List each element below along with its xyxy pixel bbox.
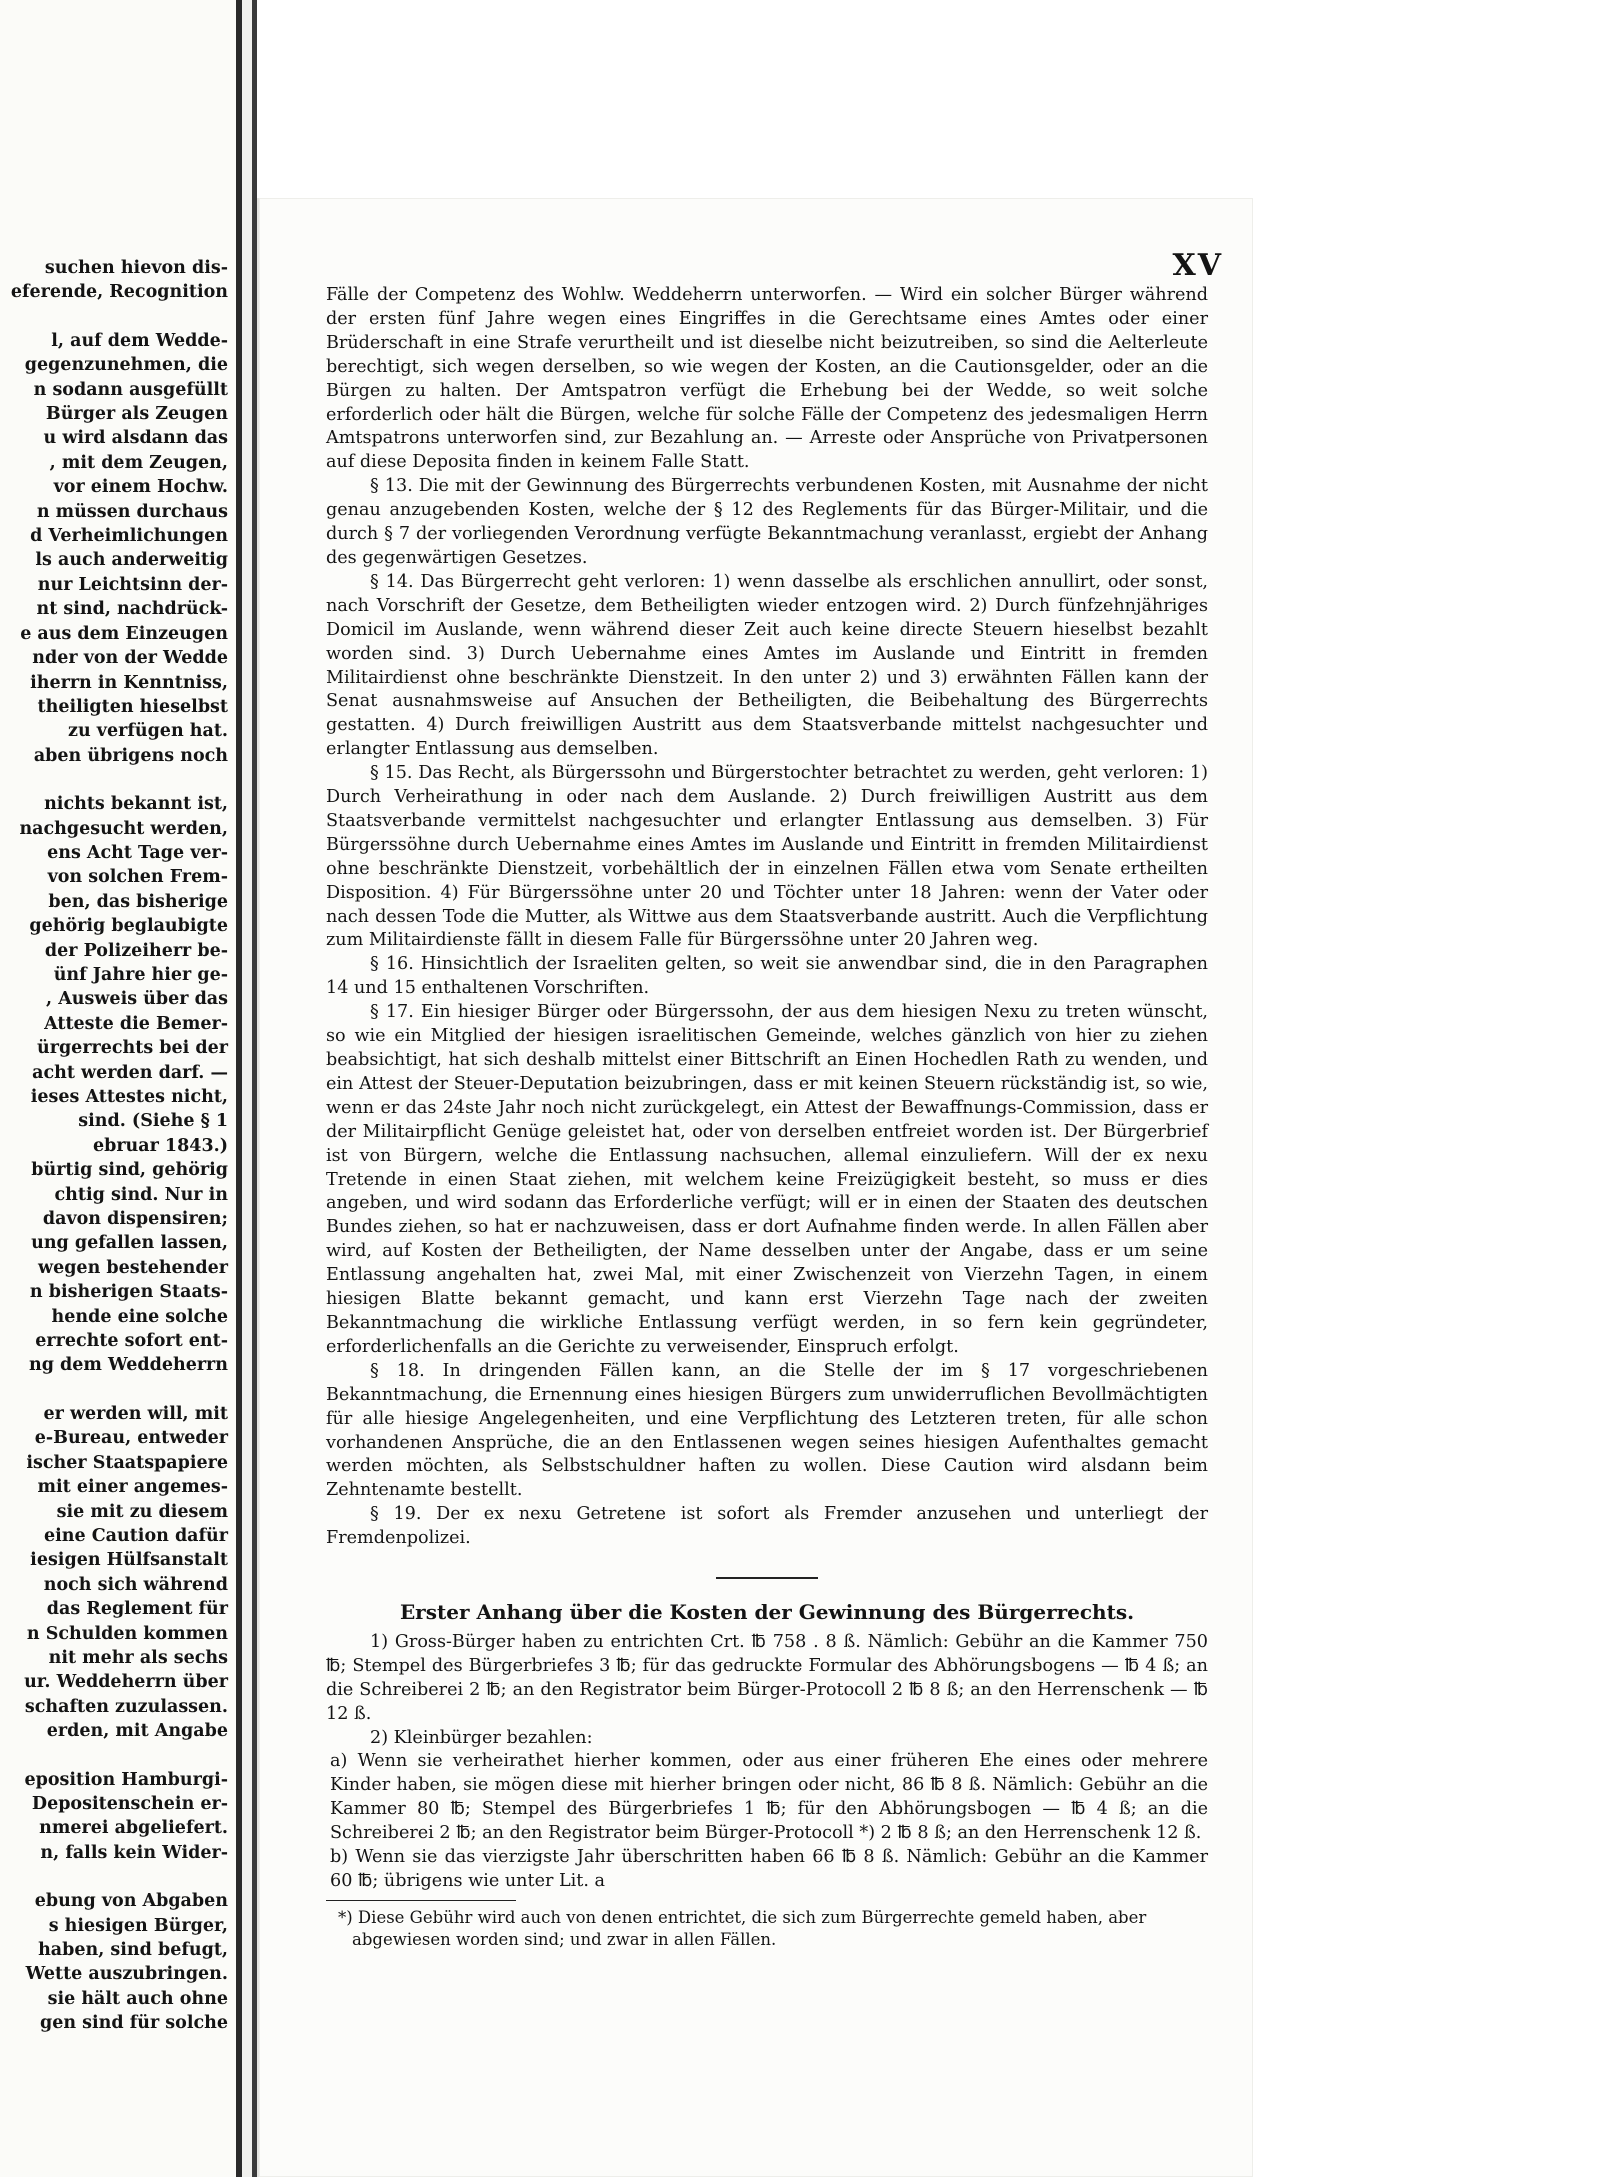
left-page-line: n Schulden kommen — [26, 1623, 228, 1644]
left-page-line: l, auf dem Wedde- — [51, 330, 228, 351]
left-page-line: gegenzunehmen, die — [24, 355, 228, 376]
left-page-line: davon dispensiren; — [42, 1209, 228, 1230]
left-page-gap — [0, 1378, 228, 1402]
left-page-line: sie mit zu diesem — [56, 1501, 228, 1522]
appendix-item-a: a) Wenn sie verheirathet hierher kommen, oder aus einer früheren Ehe eines oder mehrere Kinder haben, sie mögen diese mit hierher bringen oder nicht, 86 ℔ 8 ß. Nämlich: Gebühr an die Kammer 80 ℔; Stempel des Bürgerbriefes 1 ℔; für den Abhörungsbogen — ℔ 4 ß; an die Schreiberei 2 ℔; an den Registrator beim Bürger-Protocoll *) 2 ℔ 8 ß; an den Herrenschenk 12 ß. — [330, 1751, 1208, 1844]
appendix-item-kleinbuerger: 2) Kleinbürger bezahlen: — [370, 1727, 593, 1748]
left-page-line: hende eine solche — [51, 1306, 228, 1327]
left-page-line: chtig sind. Nur in — [54, 1184, 228, 1205]
left-page-line: errechte sofort ent- — [35, 1331, 228, 1352]
page-content — [326, 284, 1208, 1952]
left-page-line: ens Acht Tage ver- — [47, 842, 228, 863]
left-page-line: d Verheimlichungen — [30, 526, 228, 547]
left-page-line: mit einer angemes- — [37, 1477, 228, 1498]
left-page-line: ebruar 1843.) — [92, 1135, 228, 1156]
left-page-line: ürgerrechts bei der — [37, 1038, 228, 1059]
left-page-line: vor einem Hochw. — [53, 477, 228, 498]
left-page-text — [0, 256, 228, 2036]
left-page-line: zu verfügen hat. — [68, 721, 228, 742]
left-page-line: sind. (Siehe § 1 — [78, 1111, 228, 1132]
left-page-line: , Ausweis über das — [46, 989, 228, 1010]
left-page-line: der Polizeiherr be- — [44, 940, 228, 961]
left-page-line: ischer Staatspapiere — [26, 1452, 228, 1473]
left-page-line: acht werden darf. — — [32, 1062, 228, 1083]
left-page-line: nur Leichtsinn der- — [37, 574, 228, 595]
left-page-line: n, falls kein Wider- — [40, 1842, 228, 1863]
left-page-line: sie hält auch ohne — [47, 1988, 228, 2009]
page-number: XV — [1172, 248, 1223, 283]
left-page-line: aben übrigens noch — [33, 745, 228, 766]
left-page-line: nit mehr als sechs — [48, 1647, 228, 1668]
left-page-gap — [0, 1744, 228, 1768]
left-page-line: ng dem Weddeherrn — [28, 1355, 228, 1376]
left-page-line: e-Bureau, entweder — [34, 1428, 228, 1449]
left-page-line: nder von der Wedde — [32, 648, 228, 669]
left-page-line: suchen hievon dis- — [44, 258, 228, 278]
left-page-line: nichts bekannt ist, — [44, 794, 228, 815]
left-page-line: u wird alsdann das — [43, 428, 228, 449]
left-page-line: , mit dem Zeugen, — [49, 452, 228, 473]
left-page-line: erden, mit Angabe — [46, 1721, 228, 1742]
left-facing-page — [0, 0, 236, 2177]
paragraph-continuation: Fälle der Competenz des Wohlw. Weddeherrn unterworfen. — Wird ein solcher Bürger während der ersten fünf Jahre wegen eines Eingriffes in die Gerechtsame eines Amtes oder einer Brüderschaft in eine Strafe verurtheilt und ist dieselbe nicht beizutreiben, so sind die Aelterleute berechtigt, sich wegen derselben, so wie wegen der Kosten, an die Cautionsgelder, oder an die Bürgen zu halten. Der Amtspatron verfügt die Erhebung bei der Wedde, so weit solche erforderlich oder hält die Bürgen, welche für solche Fälle der Competenz des jedesmaligen Herrn Amtspatrons unterworfen sind, zur Bezahlung an. — Arreste oder Ansprüche von Privatpersonen auf diese Deposita finden in keinem Falle Statt. — [326, 285, 1208, 473]
left-page-line: schaften zuzulassen. — [24, 1696, 228, 1717]
section-18: § 18. In dringenden Fällen kann, an die Stelle der im § 17 vorgeschriebenen Bekanntmachung, die Ernennung eines hiesigen Bürgers zum unwiderruflichen Bevollmächtigten für alle hiesige Angelegenheiten, und eine Verpflichtung des Letzteren treten, für alle schon vorhandenen Ansprüche, die an den Entlassenen wegen seines hiesigen Aufenthaltes gemacht werden möchten, als Selbstschuldner haften zu wollen. Diese Caution wird alsdann beim Zehntenamte bestellt. — [326, 1360, 1208, 1501]
left-page-line: n bisherigen Staats- — [29, 1282, 228, 1303]
appendix-title: Erster Anhang über die Kosten der Gewinnung des Bürgerrechts. — [399, 1600, 1135, 1625]
left-page-line: n sodann ausgefüllt — [33, 379, 228, 400]
section-17: § 17. Ein hiesiger Bürger oder Bürgerssohn, der aus dem hiesigen Nexu zu treten wünscht, so wie ein Mitglied der hiesigen israelitischen Gemeinde, welches gänzlich von hier zu ziehen beabsichtigt, hat sich deshalb mittelst einer Bittschrift an Einen Hochedlen Rath zu wenden, und ein Attest der Steuer-Deputation beizubringen, dass er mit keinen Steuern rückständig ist, so wie, wenn er das 24ste Jahr noch nicht zurückgelegt, ein Attest der Bewaffnungs-Commission, dass er der Militairpflicht Genüge geleistet hat, oder von derselben entfreiet worden ist. Der Bürgerbrief ist von Bürgern, welche die Entlassung nachsuchen, allemal einzuliefern. Will der ex nexu Tretende in einen Staat ziehen, mit welchem keine Freizügigkeit besteht, so muss er dies angeben, und wird sodann das Erforderliche verfügt; will er in einen der Staaten des deutschen Bundes ziehen, so hat er nachzuweisen, dass er dort Aufnahme finden werde. In allen Fällen aber wird, auf Kosten der Betheiligten, der Name desselben unter der Angabe, dass er um seine Entlassung angehalten hat, zwei Mal, mit einer Zwischenzeit von Vierzehn Tagen, in einem hiesigen Blatte bekannt gemacht, und kann erst Vierzehn Tage nach der zweiten Bekanntmachung die wirkliche Entlassung verfügt werden, in so fern kein gegründeter, erforderlichenfalls an die Gerichte zu verweisender, Einspruch erfolgt. — [326, 1002, 1208, 1357]
left-page-line: ung gefallen lassen, — [31, 1233, 228, 1254]
left-page-line: eine Caution dafür — [44, 1525, 228, 1546]
left-page-line: theiligten hieselbst — [37, 696, 228, 717]
left-page-line: von solchen Frem- — [47, 867, 228, 888]
left-page-line: eposition Hamburgi- — [24, 1769, 228, 1790]
left-page-line: wegen bestehender — [38, 1257, 228, 1278]
section-divider — [716, 1577, 818, 1579]
left-page-line: haben, sind befugt, — [38, 1940, 228, 1960]
left-page-line: ls auch anderweitig — [35, 550, 228, 571]
left-page-line: s hiesigen Bürger, — [48, 1915, 228, 1936]
left-page-line: bürtig sind, gehörig — [31, 1160, 228, 1181]
left-page-gap — [0, 1865, 228, 1889]
left-page-line: e aus dem Einzeugen — [20, 623, 228, 644]
left-page-line: n müssen durchaus — [36, 501, 228, 522]
left-page-line: Wette auszubringen. — [25, 1964, 228, 1985]
appendix-item-b: b) Wenn sie das vierzigste Jahr überschritten haben 66 ℔ 8 ß. Nämlich: Gebühr an die Kammer 60 ℔; übrigens wie unter Lit. a — [330, 1847, 1208, 1891]
left-page-line: ieses Attestes nicht, — [30, 1087, 228, 1107]
left-page-line: nmerei abgeliefert. — [39, 1818, 228, 1839]
main-page — [257, 198, 1253, 2177]
left-page-line: ebung von Abgaben — [34, 1891, 228, 1912]
left-page-line: das Reglement für — [46, 1599, 228, 1620]
section-14: § 14. Das Bürgerrecht geht verloren: 1) wenn dasselbe als erschlichen annullirt, oder sonst, nach Vorschrift der Gesetze, dem Betheiligten wieder entzogen wird. 2) Durch fünfzehnjähriges Domicil im Auslande, wenn während dieser Zeit auch keine directe Steuern hieselbst bezahlt worden sind. 3) Durch Uebernahme eines Amtes im Auslande und Eintritt in fremden Militairdienst ohne beschränkte Dienstzeit. In den unter 2) und 3) erwähnten Fällen kann der Senat ausnahmsweise auf Ansuchen der Betheiligten, die Beibehaltung des Bürgerrechts gestatten. 4) Durch freiwilligen Austritt aus dem Staatsverbande mittelst nachgesuchter und erlangter Entlassung aus demselben. — [326, 571, 1208, 760]
section-19: § 19. Der ex nexu Getretene ist sofort als Fremder anzusehen und unterliegt der Fremdenpolizei. — [326, 1504, 1208, 1549]
footnote: *) Diese Gebühr wird auch von denen entrichtet, die sich zum Bürgerrechte gemeld haben, aber abgewiesen worden sind; und zwar in allen Fällen. — [338, 1907, 1147, 1950]
left-page-line: Depositenschein er- — [31, 1793, 228, 1814]
section-15: § 15. Das Recht, als Bürgerssohn und Bürgerstochter betrachtet zu werden, geht verloren: 1) Durch Verheirathung in oder nach dem Auslande. 2) Durch freiwilligen Austritt aus dem Staatsverbande vermittelst nachgesuchter und erlangter Entlassung aus demselben. 3) Für Bürgerssöhne durch Uebernahme eines Amtes im Auslande und Eintritt in fremden Militairdienst ohne beschränkte Dienstzeit, vorbehältlich der in einzelnen Fällen etwa vom Senate ertheilten Disposition. 4) Für Bürgerssöhne unter 20 und Töchter unter 18 Jahren: wenn der Vater oder nach dessen Tode die Mutter, als Wittwe aus dem Staatsverbande austritt. Auch die Verpflichtung zum Militairdienste fällt in diesem Falle für Bürgerssöhne unter 20 Jahren weg. — [326, 763, 1208, 951]
left-page-line: noch sich während — [43, 1574, 228, 1595]
left-page-line: nt sind, nachdrück- — [36, 599, 228, 620]
left-page-line: iesigen Hülfsanstalt — [30, 1550, 228, 1571]
left-page-line: Bürger als Zeugen — [45, 404, 228, 425]
section-16: § 16. Hinsichtlich der Israeliten gelten, so weit sie anwendbar sind, die in den Paragraphen 14 und 15 enthaltenen Vorschriften. — [326, 954, 1208, 999]
left-page-line: eferende, Recognition — [10, 282, 228, 303]
left-page-gap — [0, 305, 228, 329]
left-page-line: ur. Weddeherrn über — [24, 1672, 228, 1693]
appendix-item-gross-buerger: 1) Gross-Bürger haben zu entrichten Crt. ℔ 758 . 8 ß. Nämlich: Gebühr an die Kammer 750 ℔; Stempel des Bürgerbriefes 3 ℔; für das gedruckte Formular des Abhörungsbogens — ℔ 4 ß; an die Schreiberei 2 ℔; an den Registrator beim Bürger-Protocoll 2 ℔ 8 ß; an den Herrenschenk — ℔ 12 ß. — [326, 1631, 1208, 1724]
section-13: § 13. Die mit der Gewinnung des Bürgerrechts verbundenen Kosten, mit Ausnahme der nicht genau anzugebenden Kosten, welche der § 12 des Reglements für das Bürger-Militair, und die durch § 7 der vorliegenden Verordnung verfügte Bekanntmachung veranlasst, ergiebt der Anhang des gegenwärtigen Gesetzes. — [326, 476, 1208, 568]
left-page-line: ünf Jahre hier ge- — [53, 964, 228, 985]
left-page-gap — [0, 768, 228, 792]
left-page-line: gehörig beglaubigte — [29, 916, 228, 937]
left-page-line: Atteste die Bemer- — [44, 1013, 228, 1034]
left-page-line: nachgesucht werden, — [19, 818, 228, 839]
left-page-line: er werden will, mit — [43, 1403, 228, 1424]
book-gutter — [242, 0, 252, 2177]
left-page-line: iherrn in Kenntniss, — [30, 672, 228, 693]
footnote-divider — [326, 1900, 516, 1901]
left-page-line: gen sind für solche — [40, 2013, 228, 2034]
left-page-line: ben, das bisherige — [48, 891, 228, 912]
